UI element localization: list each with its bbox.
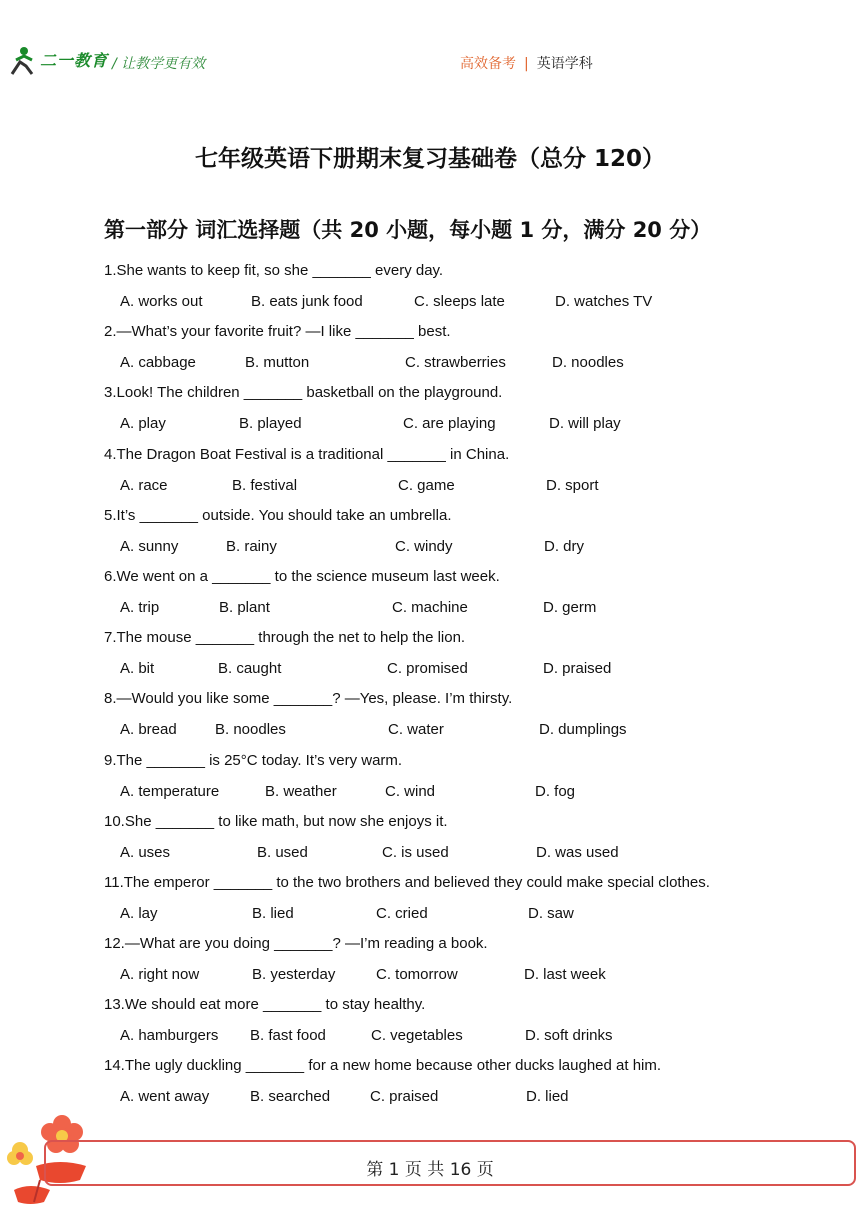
answer-option: C. wind <box>385 782 436 800</box>
answer-option: D. germ <box>543 598 597 616</box>
answer-option: D. noodles <box>552 354 624 372</box>
answer-option: B. noodles <box>215 721 286 739</box>
answer-option: B. mutton <box>245 354 310 372</box>
answer-option: A. play <box>120 415 166 433</box>
answer-option: D. saw <box>528 904 574 922</box>
question-stem: 1.She wants to keep fit, so she _______ every day. <box>104 262 444 279</box>
answer-option: D. soft drinks <box>525 1027 613 1045</box>
answer-option: C. vegetables <box>371 1027 463 1045</box>
answer-option: C. game <box>398 476 455 494</box>
answer-option: C. promised <box>387 660 468 678</box>
question-stem: 4.The Dragon Boat Festival is a traditional _______ in China. <box>104 445 510 463</box>
answer-option: A. race <box>120 476 168 494</box>
answer-option: B. weather <box>265 782 337 800</box>
question-list <box>104 262 824 1119</box>
question-stem: 7.The mouse _______ through the net to help the lion. <box>104 629 466 647</box>
answer-option: C. praised <box>370 1088 439 1106</box>
question-stem: 11.The emperor _______ to the two brothers and believed they could make special clothes. <box>104 873 710 891</box>
header-tag: 高效备考 <box>460 56 516 72</box>
answer-option: C. strawberries <box>405 354 506 372</box>
question-stem: 9.The _______ is 25°C today. It’s very warm. <box>104 751 403 769</box>
answer-option: D. will play <box>549 415 621 433</box>
answer-option: C. windy <box>395 537 453 555</box>
answer-option: C. sleeps late <box>414 293 505 310</box>
answer-option: D. sport <box>546 476 599 494</box>
answer-option: C. is used <box>382 843 449 861</box>
answer-option: D. dumplings <box>539 721 627 739</box>
question-item <box>104 629 824 690</box>
answer-option: A. sunny <box>120 537 179 555</box>
answer-option: C. cried <box>376 904 428 922</box>
answer-option: D. lied <box>526 1088 569 1106</box>
answer-option: D. was used <box>536 843 619 861</box>
runner-icon <box>4 44 40 78</box>
answer-option: C. machine <box>392 598 468 616</box>
answer-option: A. works out <box>120 293 203 310</box>
question-item <box>104 813 824 874</box>
answer-option: B. eats junk food <box>251 293 363 310</box>
question-stem: 5.It’s _______ outside. You should take an umbrella. <box>104 506 452 524</box>
question-item <box>104 1057 824 1118</box>
question-item <box>104 507 824 568</box>
answer-option: D. watches TV <box>555 293 653 310</box>
page-header <box>0 0 860 90</box>
answer-option: D. dry <box>544 537 585 555</box>
question-item <box>104 752 824 813</box>
answer-option: B. used <box>257 843 308 861</box>
header-separator: | <box>524 56 529 72</box>
answer-option: D. last week <box>524 966 606 984</box>
question-stem: 12.—What are you doing _______? —I’m reading a book. <box>104 935 488 953</box>
answer-option: B. fast food <box>250 1027 326 1045</box>
question-stem: 8.—Would you like some _______? —Yes, please. I’m thirsty. <box>104 690 513 708</box>
question-item <box>104 996 824 1057</box>
page-title: 七年级英语下册期末复习基础卷（总分 120） <box>194 146 666 172</box>
answer-option: A. cabbage <box>120 354 196 372</box>
answer-option: A. hamburgers <box>120 1027 219 1045</box>
answer-option: A. temperature <box>120 782 220 800</box>
answer-option: B. lied <box>252 904 294 922</box>
answer-option: D. fog <box>535 782 576 800</box>
question-item <box>104 874 824 935</box>
answer-option: B. yesterday <box>252 966 336 984</box>
answer-option: B. searched <box>250 1088 331 1106</box>
section-title: 第一部分 词汇选择题（共 20 小题，每小题 1 分，满分 20 分） <box>104 218 712 242</box>
answer-option: B. plant <box>219 598 270 616</box>
question-item <box>104 568 824 629</box>
answer-option: A. lay <box>120 904 158 922</box>
header-subject: 英语学科 <box>536 56 593 72</box>
question-item <box>104 690 824 751</box>
answer-option: A. trip <box>120 598 160 616</box>
answer-option: D. praised <box>543 660 612 678</box>
answer-option: A. uses <box>120 843 171 861</box>
question-stem: 13.We should eat more _______ to stay healthy. <box>104 996 426 1014</box>
question-item <box>104 323 824 384</box>
question-stem: 2.—What’s your favorite fruit? —I like _______ best. <box>104 323 451 341</box>
answer-option: B. caught <box>218 660 282 678</box>
answer-option: A. right now <box>120 966 200 984</box>
answer-option: A. bit <box>120 660 155 678</box>
answer-option: A. went away <box>120 1088 210 1106</box>
answer-option: C. tomorrow <box>376 966 458 984</box>
question-item <box>104 384 824 445</box>
brand-logo <box>4 44 114 78</box>
question-item <box>104 446 824 507</box>
page-number: 第 1 页 共 16 页 <box>366 1160 494 1180</box>
header-right <box>460 53 593 73</box>
answer-option: C. are playing <box>403 415 496 433</box>
logo-text: 二一教育 <box>40 51 109 70</box>
question-item <box>104 262 824 323</box>
answer-option: B. played <box>239 415 302 433</box>
question-stem: 10.She _______ to like math, but now she enjoys it. <box>104 812 448 830</box>
answer-option: B. festival <box>232 476 298 494</box>
question-stem: 3.Look! The children _______ basketball on the playground. <box>104 384 503 402</box>
question-stem: 14.The ugly duckling _______ for a new home because other ducks laughed at him. <box>104 1057 662 1075</box>
question-item <box>104 935 824 996</box>
question-stem: 6.We went on a _______ to the science museum last week. <box>104 567 500 585</box>
answer-option: A. bread <box>120 721 177 739</box>
answer-option: C. water <box>388 721 444 739</box>
answer-option: B. rainy <box>226 537 277 555</box>
slogan: / 让教学更有效 <box>112 56 206 72</box>
